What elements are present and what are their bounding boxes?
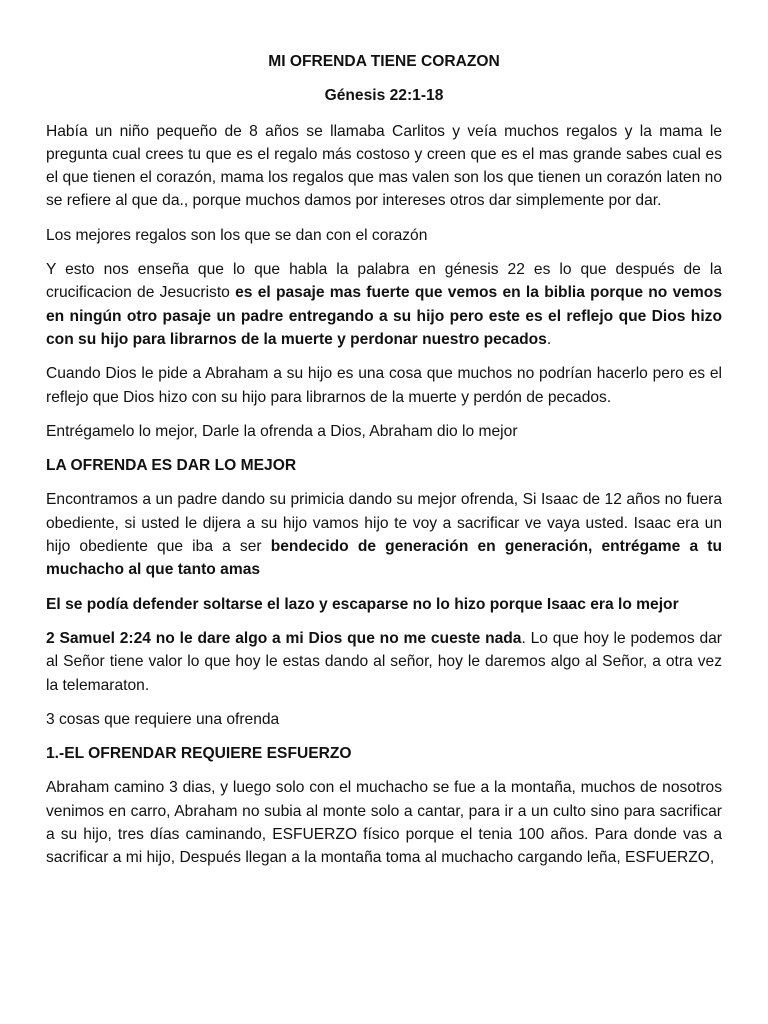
paragraph-isaac-text: Encontramos a un padre dando su primicia dando su mejor ofrenda, Si Isaac de 12 años no fuera obediente, si usted le dijera a su hijo vamos hijo te voy a sacrificar ve vaya usted. Isaac era un hijo obediente que iba a ser [46,491,722,556]
document-page [46,40,722,881]
paragraph-genesis-22-end: . [546,330,552,348]
paragraph-isaac-emphasis: bendecido de generación en generación, entrégame a tu muchacho al que tanto amas [46,538,722,579]
paragraph-isaac [46,488,722,581]
paragraph-effort: Abraham camino 3 dias, y luego solo con el muchacho se fue a la montaña, muchos de nosotros venimos en carro, Abraham no subia al monte solo a cantar, para ir a un culto sino para sacrificar a su hijo, tres días caminando, ESFUERZO físico porque el tenia 100 años. Para donde vas a sacrificar a mi hijo, Después llegan a la montaña toma al muchacho cargando leña, ESFUERZO, [46,779,722,867]
paragraph-samuel-verse: 2 Samuel 2:24 no le dare algo a mi Dios que no me cueste nada [46,629,522,647]
paragraph-genesis-22 [46,258,722,351]
paragraph-samuel [46,627,722,697]
scripture-reference: Génesis 22:1-18 [324,87,444,105]
section-heading-offering-best: LA OFRENDA ES DAR LO MEJOR [46,457,297,475]
paragraph-genesis-22-emphasis: es el pasaje mas fuerte que vemos en la biblia porque no vemos en ningún otro pasaje un padre entregando a su hijo pero este es el reflejo que Dios hizo con su hijo para librarnos de la muerte y perdonar nuestro pecados [46,284,722,348]
paragraph-genesis-22-text: Y esto nos enseña que lo que habla la palabra en génesis 22 es lo que después de la crucificacion de Jesucristo [46,261,722,302]
paragraph-story: Había un niño pequeño de 8 años se llamaba Carlitos y veía muchos regalos y la mama le pregunta cual crees tu que es el regalo más costoso y creen que es el mas grande sabes cual es el que tienen el corazón, mama los regalos que mas valen son los que tienen un corazón laten no se refiere al que da., porque muchos damos por intereses otros dar simplemente por dar. [46,122,722,210]
paragraph-samuel-text: . Lo que hoy le podemos dar al Señor tiene valor lo que hoy le estas dando al señor, hoy le daremos algo al Señor, a otra vez la telemaraton. [46,629,722,694]
paragraph-isaac-defend [46,593,722,616]
document-title: MI OFRENDA TIENE CORAZON [268,53,500,70]
section-heading-effort: 1.-EL OFRENDAR REQUIERE ESFUERZO [46,745,352,763]
paragraph-isaac-defend-text: El se podía defender soltarse el lazo y escaparse no lo hizo porque Isaac era lo mejor [46,595,679,613]
paragraph-best-gifts: Los mejores regalos son los que se dan con el corazón [46,226,428,244]
paragraph-abraham: Cuando Dios le pide a Abraham a su hijo es una cosa que muchos no podrían hacerlo pero es el reflejo que Dios hizo con su hijo para librarnos de la muerte y perdón de pecados. [46,365,722,406]
paragraph-three-things: 3 cosas que requiere una ofrenda [46,710,280,728]
paragraph-give-best: Entrégamelo lo mejor, Darle la ofrenda a Dios, Abraham dio lo mejor [46,422,518,440]
